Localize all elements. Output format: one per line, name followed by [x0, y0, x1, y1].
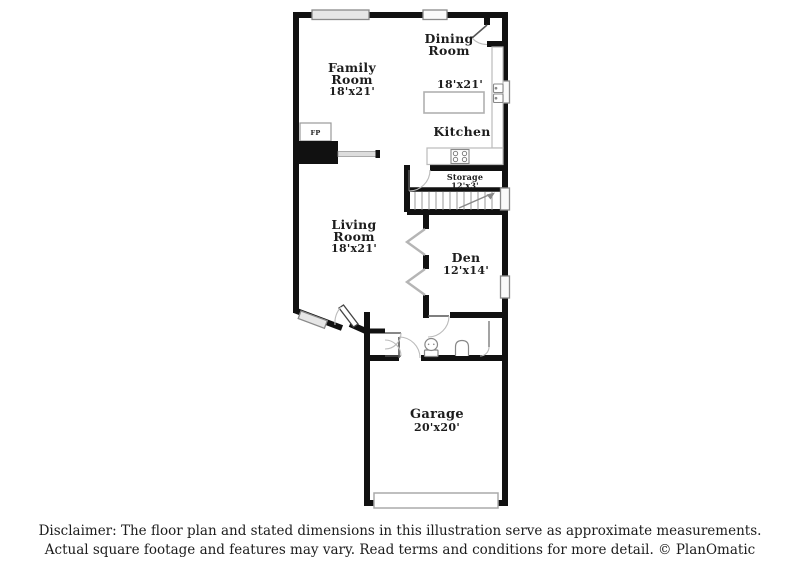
svg-text:Dining: Dining [424, 31, 474, 46]
dining-room-label [424, 31, 473, 58]
fireplace-label: FP [310, 129, 321, 137]
svg-text:Storage: Storage [446, 172, 484, 182]
living-room-label [331, 217, 377, 255]
toilet-icon [425, 339, 439, 357]
fireplace-half-wall-cap [376, 150, 381, 158]
fireplace-mass [296, 141, 338, 164]
svg-text:Room: Room [428, 43, 470, 58]
window-stairs [501, 188, 510, 210]
svg-text:Garage: Garage [410, 407, 464, 422]
svg-text:Den: Den [451, 250, 481, 265]
fireplace [296, 123, 380, 164]
window-dining-room [423, 10, 447, 20]
svg-text:18'x21': 18'x21' [328, 85, 376, 98]
window-living-room-angled [298, 311, 327, 328]
svg-text:18'x21': 18'x21' [330, 242, 378, 255]
fireplace-half-wall [338, 152, 377, 157]
storage-label [447, 172, 483, 191]
svg-text:18'x21': 18'x21' [436, 78, 484, 91]
svg-text:Kitchen: Kitchen [433, 124, 491, 139]
window-den [501, 276, 510, 298]
den-double-door-chevrons [407, 229, 425, 295]
disclaimer [0, 522, 800, 559]
bathroom-fixtures [425, 339, 469, 357]
den-label [443, 250, 489, 277]
svg-text:Living: Living [331, 217, 377, 232]
window-family-room [312, 10, 369, 20]
bath-sink-icon [456, 341, 469, 357]
stairs [415, 192, 495, 210]
door-garage-entry [399, 337, 420, 358]
stove-icon [451, 150, 469, 164]
svg-text:20'x20': 20'x20' [413, 421, 461, 434]
svg-text:12'x3': 12'x3' [451, 180, 479, 191]
disclaimer-line-1: Disclaimer: The floor plan and stated dimensions in this illustration serve as approximate measurements. [38, 523, 762, 539]
door-dining-closet [472, 25, 487, 45]
door-bathroom [428, 316, 449, 337]
kitchen-island [424, 92, 484, 113]
disclaimer-line-2: Actual square footage and features may vary. Read terms and conditions for more detail. © PlanOmatic [44, 541, 756, 558]
svg-text:Room: Room [331, 72, 373, 87]
garage-door [374, 493, 498, 508]
stairs-arrow-head [487, 193, 496, 200]
family-room-label [328, 60, 377, 98]
svg-text:Room: Room [333, 229, 375, 244]
door-bath-closet [480, 321, 489, 356]
garage-label [410, 407, 464, 434]
svg-text:12'x14': 12'x14' [442, 264, 490, 277]
kitchen-fixtures [424, 47, 503, 165]
svg-text:Family: Family [327, 60, 377, 75]
